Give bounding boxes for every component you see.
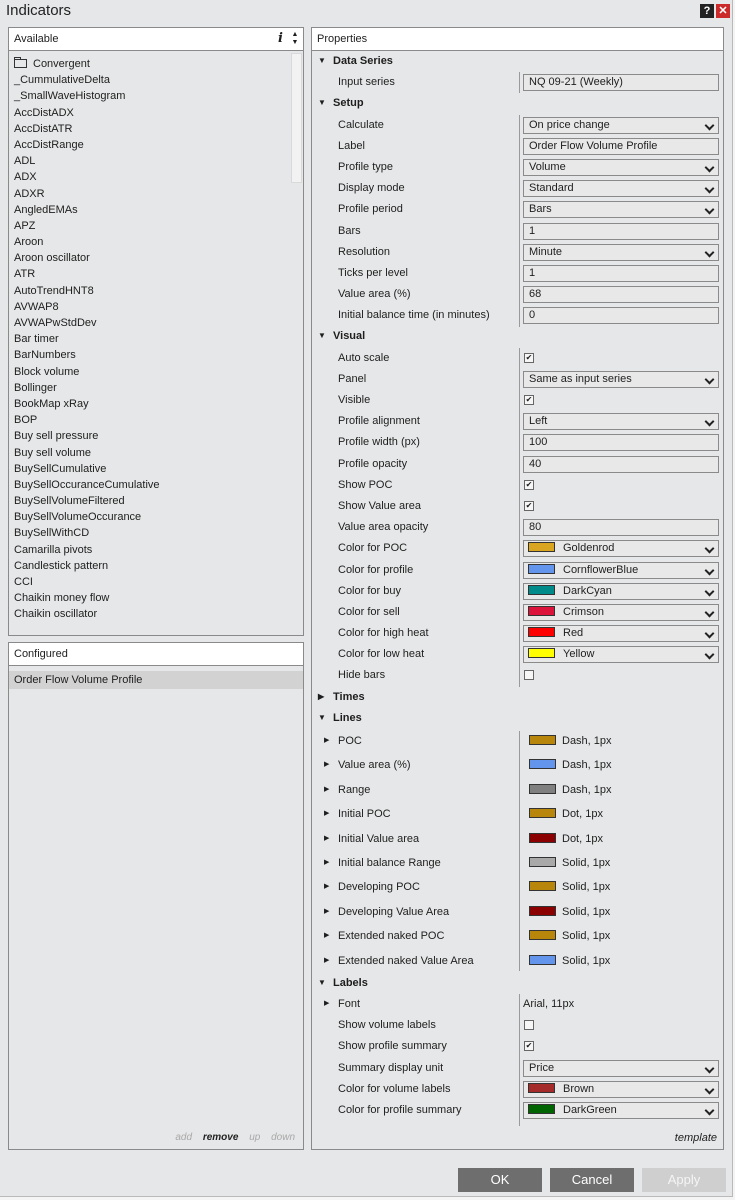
show-volume-labels-checkbox[interactable] [524, 1020, 534, 1030]
auto-scale-checkbox[interactable]: ✔ [525, 352, 533, 362]
summary-display-unit-dropdown[interactable]: Price [523, 1060, 719, 1077]
line-style-value[interactable]: Solid, 1px [529, 930, 610, 942]
collapsed-triangle-icon: ▶ [318, 691, 325, 701]
ticks-per-level-input[interactable]: 1 [523, 265, 719, 282]
prop-panel: Panel Same as input series [312, 369, 723, 390]
bars-input[interactable]: 1 [523, 223, 719, 240]
expanded-triangle-icon: ▼ [318, 977, 326, 987]
line-item[interactable]: ▶ POC Dash, 1px [324, 735, 612, 747]
indicator-item[interactable]: Camarilla pivots [14, 543, 93, 556]
category-labels[interactable]: ▼ Labels [318, 976, 368, 989]
configured-title: Configured [14, 648, 68, 660]
indicator-item[interactable]: BuySellVolumeOccurance [14, 511, 142, 524]
color-swatch [528, 1104, 555, 1114]
prop-show-poc: Show POC ✔ [338, 478, 533, 491]
collapsed-triangle-icon: ▶ [324, 810, 330, 818]
title-bar [0, 0, 732, 22]
indicator-item[interactable]: Buy sell volume [14, 446, 92, 459]
color-swatch [529, 881, 556, 891]
category-visual[interactable]: ▼ Visual [318, 330, 366, 343]
indicator-item[interactable]: AVWAP8 [14, 300, 59, 313]
prop-label: Label Order Flow Volume Profile [312, 136, 723, 157]
collapsed-triangle-icon: ▶ [324, 785, 330, 793]
line-item[interactable]: ▶ Extended naked POC Solid, 1px [324, 930, 611, 943]
prop-show-volume-labels: Show volume labels [312, 1015, 723, 1036]
indicator-item[interactable]: _SmallWaveHistogram [14, 90, 126, 103]
close-button[interactable]: ✕ [716, 4, 730, 18]
color-profile-summary-dropdown[interactable]: DarkGreen [523, 1102, 719, 1119]
property-grid [312, 51, 723, 1149]
color-swatch [529, 955, 556, 965]
color-swatch [529, 735, 556, 745]
down-link[interactable]: down [271, 1132, 295, 1143]
collapsed-triangle-icon: ▶ [324, 737, 330, 744]
show-value-area-checkbox[interactable]: ✔ [525, 500, 533, 510]
color-profile-dropdown[interactable]: CornflowerBlue [523, 562, 719, 579]
expanded-triangle-icon: ▼ [318, 56, 326, 65]
indicator-item[interactable]: AccDistRange [14, 138, 84, 151]
expanded-triangle-icon: ▼ [318, 98, 326, 108]
available-panel [8, 27, 304, 636]
prop-input-series: Input series NQ 09-21 (Weekly) [312, 72, 723, 93]
indicator-item[interactable]: BuySellWithCD [14, 527, 90, 540]
window-title: Indicators [6, 2, 72, 19]
color-swatch [529, 906, 556, 916]
prop-show-profile-summary: Show profile summary ✔ [338, 1040, 533, 1053]
properties-header [312, 28, 723, 51]
line-style-value[interactable]: Dash, 1px [529, 784, 612, 796]
indicator-item[interactable]: Buy sell pressure [14, 430, 99, 443]
show-poc-checkbox[interactable]: ✔ [525, 479, 533, 489]
indicator-item[interactable]: AccDistADX [14, 106, 74, 119]
indicator-item[interactable]: BuySellVolumeFiltered [14, 495, 125, 508]
line-item[interactable]: ▶ Value area (%) Dash, 1px [324, 759, 612, 772]
line-style-value[interactable]: Dot, 1px [529, 833, 603, 845]
input-series-field[interactable]: NQ 09-21 (Weekly) [523, 74, 719, 91]
indicator-item[interactable]: Chaikin oscillator [14, 608, 98, 621]
indicator-item[interactable]: BookMap xRay [14, 397, 89, 410]
collapsed-triangle-icon: ▶ [324, 883, 330, 891]
setup-group [312, 115, 723, 327]
collapsed-triangle-icon: ▶ [324, 907, 330, 915]
indicator-item[interactable]: AutoTrendHNT8 [14, 284, 94, 297]
label-input[interactable]: Order Flow Volume Profile [523, 138, 719, 155]
indicator-item[interactable]: Chaikin money flow [14, 592, 110, 605]
prop-profile-period: Profile period Bars [312, 199, 723, 220]
collapsed-triangle-icon: ▶ [324, 834, 330, 842]
color-swatch [528, 585, 555, 595]
collapsed-triangle-icon: ▶ [324, 932, 330, 940]
hide-bars-checkbox[interactable] [524, 670, 534, 680]
expanded-triangle-icon: ▼ [318, 712, 326, 722]
color-buy-dropdown[interactable]: DarkCyan [523, 583, 719, 600]
prop-auto-scale: Auto scale ✔ [338, 351, 533, 364]
prop-display-mode: Display mode Standard [312, 178, 723, 199]
prop-ticks-per-level: Ticks per level 1 [312, 263, 723, 284]
color-swatch [529, 784, 556, 794]
category-lines[interactable]: ▼ Lines [318, 711, 362, 724]
template-link[interactable]: template [674, 1132, 717, 1144]
color-swatch [528, 606, 555, 616]
prop-profile-alignment: Profile alignment Left [312, 411, 723, 432]
prop-profile-type: Profile type Volume [312, 157, 723, 178]
color-sell-dropdown[interactable]: Crimson [523, 604, 719, 621]
collapsed-triangle-icon: ▶ [324, 761, 330, 769]
indicator-item[interactable]: ADXR [14, 187, 45, 200]
color-volume-labels-dropdown[interactable]: Brown [523, 1081, 719, 1098]
folder-item[interactable]: Convergent [9, 56, 289, 72]
expanded-triangle-icon: ▼ [318, 331, 326, 341]
lines-group [312, 729, 723, 973]
prop-color-low-heat: Color for low heat Yellow [312, 644, 723, 665]
prop-font[interactable]: ▶ Font Arial, 11px [324, 998, 575, 1011]
indicator-item[interactable]: ATR [14, 268, 36, 281]
indicator-item[interactable]: AngledEMAs [14, 203, 78, 216]
prop-bars: Bars 1 [312, 221, 723, 242]
prop-color-buy: Color for buy DarkCyan [312, 581, 723, 602]
display-mode-dropdown[interactable]: Standard [523, 180, 719, 197]
profile-period-dropdown[interactable]: Bars [523, 201, 719, 218]
value-area-opacity-input[interactable]: 80 [523, 519, 719, 536]
remove-link[interactable]: remove [202, 1132, 239, 1143]
indicator-item[interactable]: BuySellCumulative [14, 462, 107, 475]
configured-item[interactable]: Order Flow Volume Profile [9, 671, 303, 689]
visible-checkbox[interactable]: ✔ [525, 395, 533, 404]
prop-summary-display-unit: Summary display unit Price [312, 1058, 723, 1079]
color-swatch [528, 627, 555, 637]
prop-value-area-opacity: Value area opacity 80 [312, 517, 723, 538]
category-data-series[interactable]: ▼ Data Series [318, 55, 393, 67]
line-style-value[interactable]: Solid, 1px [529, 955, 610, 967]
line-style-value[interactable]: Solid, 1px [529, 906, 610, 918]
color-swatch [529, 930, 556, 940]
prop-color-high-heat: Color for high heat Red [312, 623, 723, 644]
color-swatch [528, 648, 555, 658]
value-area-input[interactable]: 68 [523, 286, 719, 303]
indicator-item[interactable]: Block volume [14, 365, 80, 378]
indicator-item[interactable]: BuySellOccuranceCumulative [14, 478, 160, 491]
available-header [9, 28, 303, 51]
line-style-value[interactable]: Solid, 1px [529, 881, 610, 893]
configured-header [9, 643, 303, 666]
prop-color-volume-labels: Color for volume labels Brown [312, 1079, 723, 1100]
color-poc-dropdown[interactable]: Goldenrod [523, 540, 719, 557]
line-item[interactable]: ▶ Developing POC Solid, 1px [324, 881, 611, 894]
prop-show-value-area: Show Value area ✔ [338, 499, 533, 512]
help-button[interactable]: ? [700, 4, 714, 18]
category-times[interactable]: ▶ Times [318, 690, 365, 703]
indicator-item[interactable]: BarNumbers [14, 349, 76, 362]
prop-initial-balance: Initial balance time (in minutes) 0 [312, 305, 723, 326]
profile-type-dropdown[interactable]: Volume [523, 159, 719, 176]
prop-calculate: Calculate On price change [312, 115, 723, 136]
resolution-dropdown[interactable]: Minute [523, 244, 719, 261]
collapsed-triangle-icon: ▶ [324, 956, 330, 964]
line-item[interactable]: ▶ Initial Value area Dot, 1px [324, 832, 603, 845]
category-setup[interactable]: ▼ Setup [318, 97, 364, 110]
show-profile-summary-checkbox[interactable]: ✔ [525, 1041, 533, 1051]
line-style-value[interactable]: Dash, 1px [529, 759, 612, 771]
up-link[interactable]: up [249, 1132, 261, 1143]
initial-balance-input[interactable]: 0 [523, 307, 719, 324]
available-title: Available [14, 33, 59, 45]
line-style-value[interactable]: Solid, 1px [529, 857, 610, 869]
visual-group [312, 348, 723, 687]
configured-actions [167, 1132, 295, 1143]
prop-color-profile-summary: Color for profile summary DarkGreen [312, 1100, 723, 1121]
labels-group [312, 994, 723, 1121]
line-item[interactable]: ▶ Developing Value Area Solid, 1px [324, 905, 611, 918]
indicator-item[interactable]: Bar timer [14, 333, 59, 346]
profile-opacity-input[interactable]: 40 [523, 456, 719, 473]
prop-resolution: Resolution Minute [312, 242, 723, 263]
color-swatch [528, 564, 555, 574]
available-list [9, 51, 289, 635]
indicator-item[interactable]: AVWAPwStdDev [14, 317, 97, 329]
color-low-heat-dropdown[interactable]: Yellow [523, 646, 719, 663]
color-swatch [529, 759, 556, 769]
profile-alignment-dropdown[interactable]: Left [523, 413, 719, 430]
line-item[interactable]: ▶ Initial POC Dot, 1px [324, 808, 603, 821]
sort-icon[interactable]: ▲ ▼ [291, 31, 299, 46]
indicator-item[interactable]: BOP [14, 414, 38, 427]
color-swatch [528, 542, 555, 552]
info-icon[interactable]: i [278, 31, 283, 46]
configured-panel [8, 642, 304, 1150]
line-style-value[interactable]: Dash, 1px [529, 735, 612, 747]
indicator-item[interactable]: APZ [14, 219, 36, 232]
prop-hide-bars: Hide bars [312, 665, 723, 686]
color-swatch [529, 808, 556, 818]
divider [519, 72, 520, 93]
collapsed-triangle-icon: ▶ [324, 858, 330, 866]
profile-width-input[interactable]: 100 [523, 434, 719, 451]
color-swatch [529, 833, 556, 843]
prop-profile-opacity: Profile opacity 40 [312, 454, 723, 475]
color-high-heat-dropdown[interactable]: Red [523, 625, 719, 642]
line-item[interactable]: ▶ Extended naked Value Area Solid, 1px [324, 954, 611, 967]
indicator-item[interactable]: Aroon oscillator [14, 252, 90, 265]
apply-button[interactable]: Apply [642, 1168, 726, 1192]
indicator-item[interactable]: Candlestick pattern [14, 559, 109, 572]
prop-color-sell: Color for sell Crimson [312, 602, 723, 623]
cancel-button[interactable]: Cancel [550, 1168, 634, 1192]
indicator-item[interactable]: ADL [14, 155, 36, 168]
color-swatch [528, 1083, 555, 1093]
calculate-dropdown[interactable]: On price change [523, 117, 719, 134]
indicator-item[interactable]: _CummulativeDelta [14, 74, 110, 87]
available-scrollbar[interactable] [291, 53, 302, 183]
add-link[interactable]: add [175, 1132, 193, 1143]
indicator-item[interactable]: ADX [14, 171, 37, 184]
prop-color-profile: Color for profile CornflowerBlue [312, 560, 723, 581]
line-item[interactable]: ▶ Initial balance Range Solid, 1px [324, 856, 611, 869]
folder-icon [14, 59, 27, 68]
prop-value-area: Value area (%) 68 [312, 284, 723, 305]
collapsed-triangle-icon: ▶ [324, 1000, 330, 1008]
prop-visible: Visible ✔ [338, 394, 533, 406]
font-value[interactable]: Arial, 11px [523, 998, 575, 1011]
line-style-value[interactable]: Dot, 1px [529, 808, 603, 820]
prop-color-poc: Color for POC Goldenrod [312, 538, 723, 559]
indicator-item[interactable]: AccDistATR [14, 122, 73, 135]
prop-profile-width: Profile width (px) 100 [312, 432, 723, 453]
ok-button[interactable]: OK [458, 1168, 542, 1192]
properties-panel [311, 27, 724, 1150]
indicator-item[interactable]: Aroon [14, 236, 44, 249]
color-swatch [529, 857, 556, 867]
indicator-item[interactable]: CCI [14, 576, 33, 588]
indicator-item[interactable]: Bollinger [14, 381, 57, 394]
panel-dropdown[interactable]: Same as input series [523, 371, 719, 388]
properties-title: Properties [317, 33, 368, 45]
line-item[interactable]: ▶ Range Dash, 1px [324, 783, 612, 796]
